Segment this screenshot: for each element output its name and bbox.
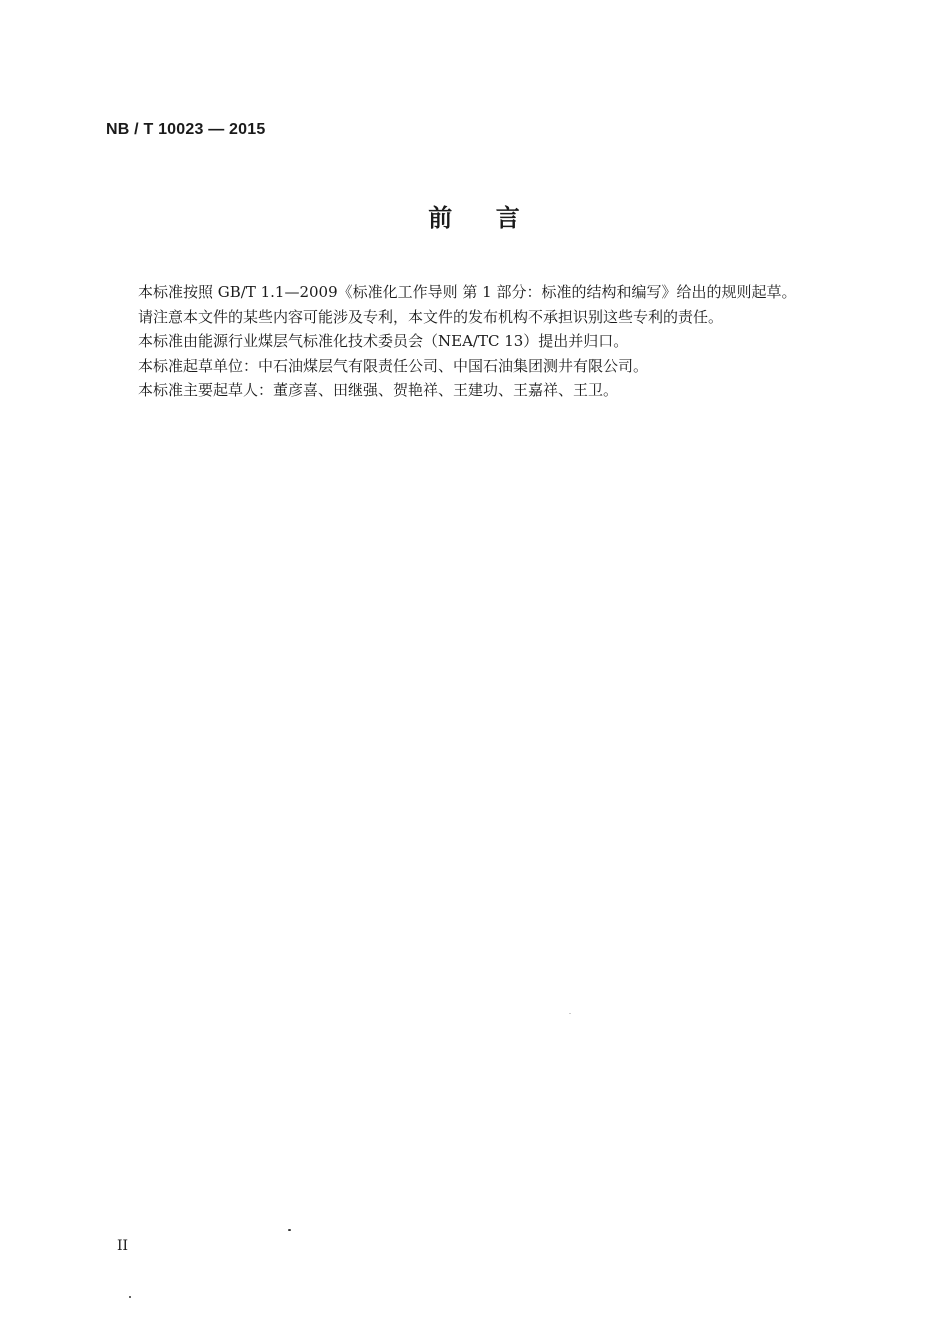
page-number: II — [117, 1238, 129, 1254]
scan-speck — [569, 1013, 571, 1014]
foreword-paragraph: 本标准由能源行业煤层气标准化技术委员会（NEA/TC 13）提出并归口。 — [138, 332, 629, 350]
foreword-paragraph: 本标准按照 GB/T 1.1—2009《标准化工作导则 第 1 部分：标准的结构和编写》给出的规则起草。 — [138, 283, 797, 301]
page-title: 前 言 — [428, 204, 522, 232]
foreword-paragraph: 本标准主要起草人：董彦喜、田继强、贺艳祥、王建功、王嘉祥、王卫。 — [138, 381, 619, 399]
foreword-paragraph: 请注意本文件的某些内容可能涉及专利，本文件的发布机构不承担识别这些专利的责任。 — [138, 307, 724, 326]
foreword-body — [138, 280, 898, 403]
scan-speck — [288, 1229, 291, 1231]
foreword-paragraph: 本标准起草单位：中石油煤层气有限责任公司、中国石油集团测井有限公司。 — [138, 356, 649, 375]
standard-code: NB / T 10023 — 2015 — [106, 121, 266, 138]
scan-speck — [129, 1296, 131, 1298]
